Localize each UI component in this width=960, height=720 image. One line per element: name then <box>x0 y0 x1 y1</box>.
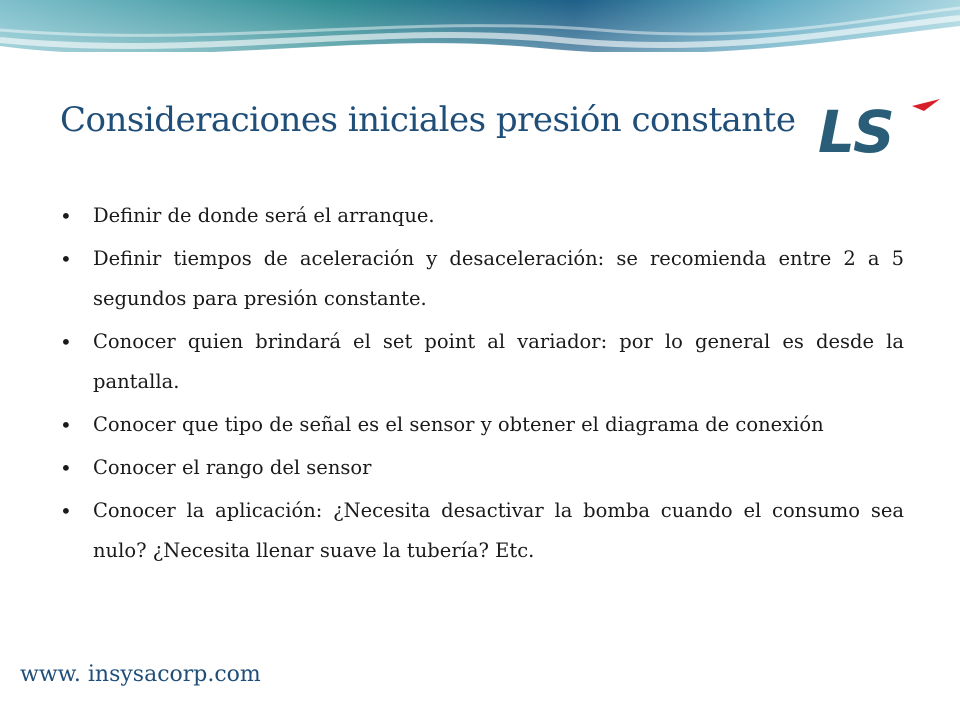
bullet-list <box>60 196 904 574</box>
bullet-icon: • <box>60 204 72 228</box>
bullet-icon: • <box>60 247 72 271</box>
list-item <box>60 491 904 571</box>
ls-logo <box>816 96 944 160</box>
list-item-text: Conocer la aplicación: ¿Necesita desactivar la bomba cuando el consumo sea nulo? ¿Necesita llenar suave la tubería? Etc. <box>93 499 904 562</box>
list-item-text: Conocer que tipo de señal es el sensor y obtener el diagrama de conexión <box>93 413 824 436</box>
bullet-icon: • <box>60 413 72 437</box>
list-item <box>60 196 904 236</box>
list-item-text: Conocer quien brindará el set point al variador: por lo general es desde la pantalla. <box>93 330 904 393</box>
list-item <box>60 405 904 445</box>
list-item-text: Definir tiempos de aceleración y desaceleración: se recomienda entre 2 a 5 segundos para presión constante. <box>93 247 904 310</box>
list-item-text: Conocer el rango del sensor <box>93 456 372 479</box>
list-item <box>60 239 904 319</box>
slide-title: Consideraciones iniciales presión constante <box>60 100 796 140</box>
list-item <box>60 322 904 402</box>
bullet-icon: • <box>60 499 72 523</box>
svg-text:LS: LS <box>818 98 893 160</box>
list-item <box>60 448 904 488</box>
header-wave-band <box>0 0 960 80</box>
bullet-icon: • <box>60 330 72 354</box>
bullet-icon: • <box>60 456 72 480</box>
list-item-text: Definir de donde será el arranque. <box>93 204 435 227</box>
footer-website-link[interactable]: www. insysacorp.com <box>20 662 261 687</box>
